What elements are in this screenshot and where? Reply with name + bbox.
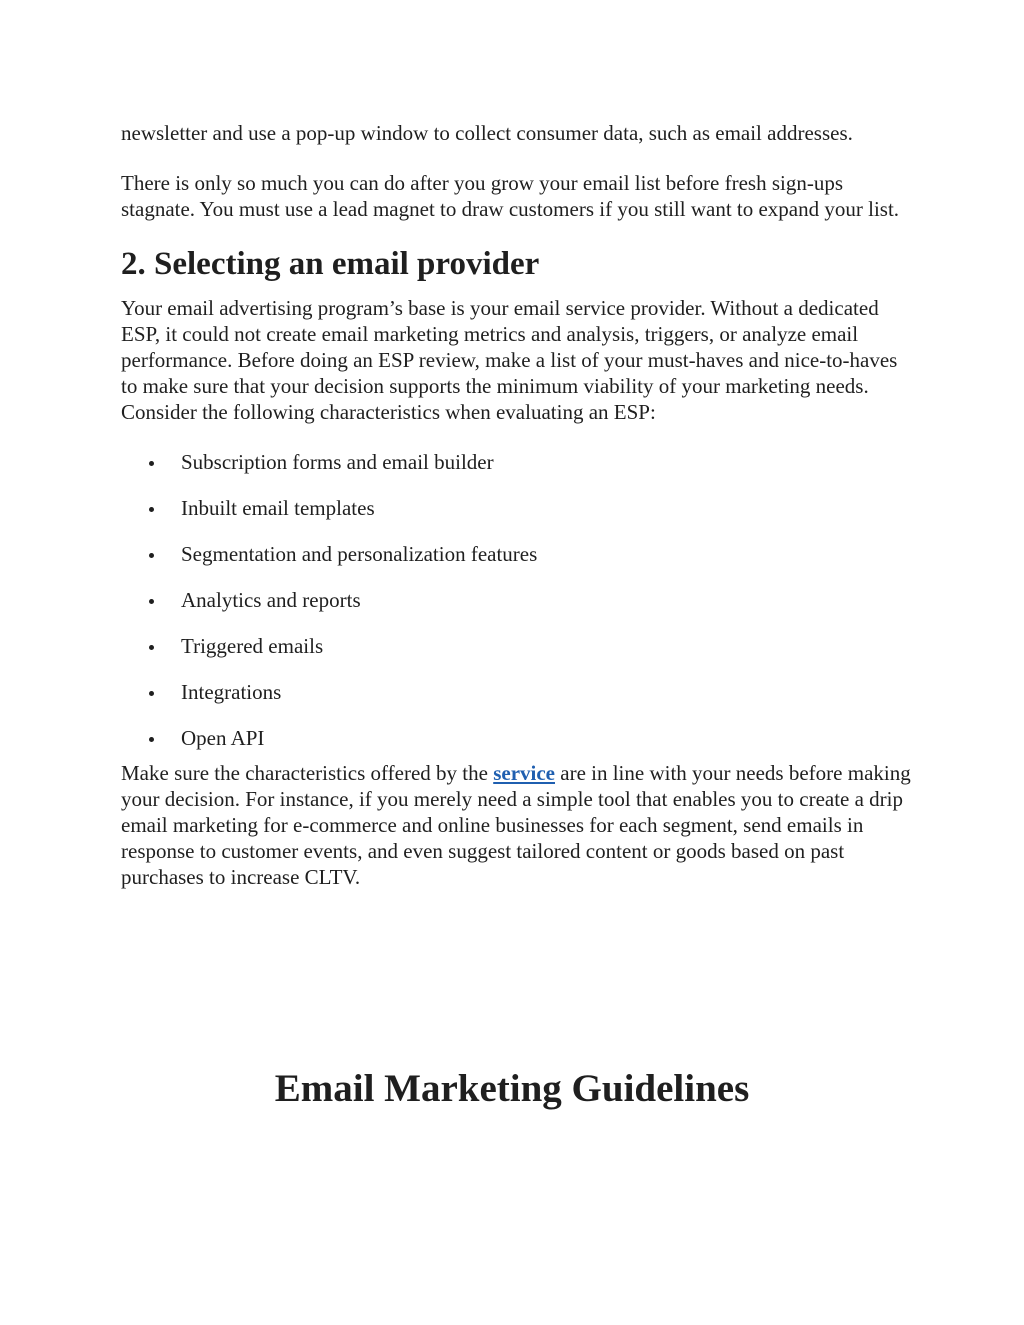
- list-item: [121, 541, 911, 567]
- list-item: [121, 495, 911, 521]
- list-item: [121, 679, 911, 705]
- document-body: [121, 120, 911, 890]
- closing-paragraph: [121, 760, 911, 890]
- bullet-icon: [149, 461, 154, 466]
- closing-text-after-link: are in line with your needs before making your decision. For instance, if you merely need a simple tool that enables you to create a drip email marketing for e-commerce and online businesses for each segment, send emails in response to customer events, and even suggest tailored content or goods based on past purchases to increase CLTV.: [121, 761, 911, 889]
- bullet-icon: [149, 507, 154, 512]
- bullet-icon: [149, 599, 154, 604]
- list-item-label: Analytics and reports: [181, 588, 361, 612]
- list-growth-paragraph: There is only so much you can do after you grow your email list before fresh sign-ups stagnate. You must use a lead magnet to draw customers if you still want to expand your list.: [121, 171, 900, 221]
- service-link[interactable]: service: [493, 761, 555, 785]
- bullet-icon: [149, 737, 154, 742]
- list-item-label: Triggered emails: [181, 634, 324, 658]
- bullet-icon: [149, 691, 154, 696]
- list-item: [121, 633, 911, 659]
- list-item: [121, 587, 911, 613]
- list-item-label: Segmentation and personalization features: [181, 542, 538, 566]
- section-heading: 2. Selecting an email provider: [121, 246, 540, 282]
- closing-text-before-link: Make sure the characteristics offered by the: [121, 761, 494, 785]
- list-item: [121, 725, 911, 751]
- list-item-label: Inbuilt email templates: [181, 496, 375, 520]
- feature-list: [121, 449, 911, 751]
- list-item-label: Subscription forms and email builder: [181, 450, 494, 474]
- main-heading: Email Marketing Guidelines: [274, 1067, 750, 1110]
- list-item: [121, 449, 911, 475]
- intro-paragraph: newsletter and use a pop-up window to collect consumer data, such as email addresses.: [121, 121, 853, 145]
- list-item-label: Integrations: [181, 680, 282, 704]
- bullet-icon: [149, 553, 154, 558]
- esp-intro-paragraph: Your email advertising program’s base is your email service provider. Without a dedicated ESP, it could not create email marketing metrics and analysis, triggers, or analyze email performance. Before doing an ESP review, make a list of your must-haves and nice-to-haves to make sure that your decision supports the minimum viability of your marketing needs. Consider the following characteristics when evaluating an ESP:: [121, 296, 898, 424]
- bullet-icon: [149, 645, 154, 650]
- list-item-label: Open API: [181, 726, 265, 750]
